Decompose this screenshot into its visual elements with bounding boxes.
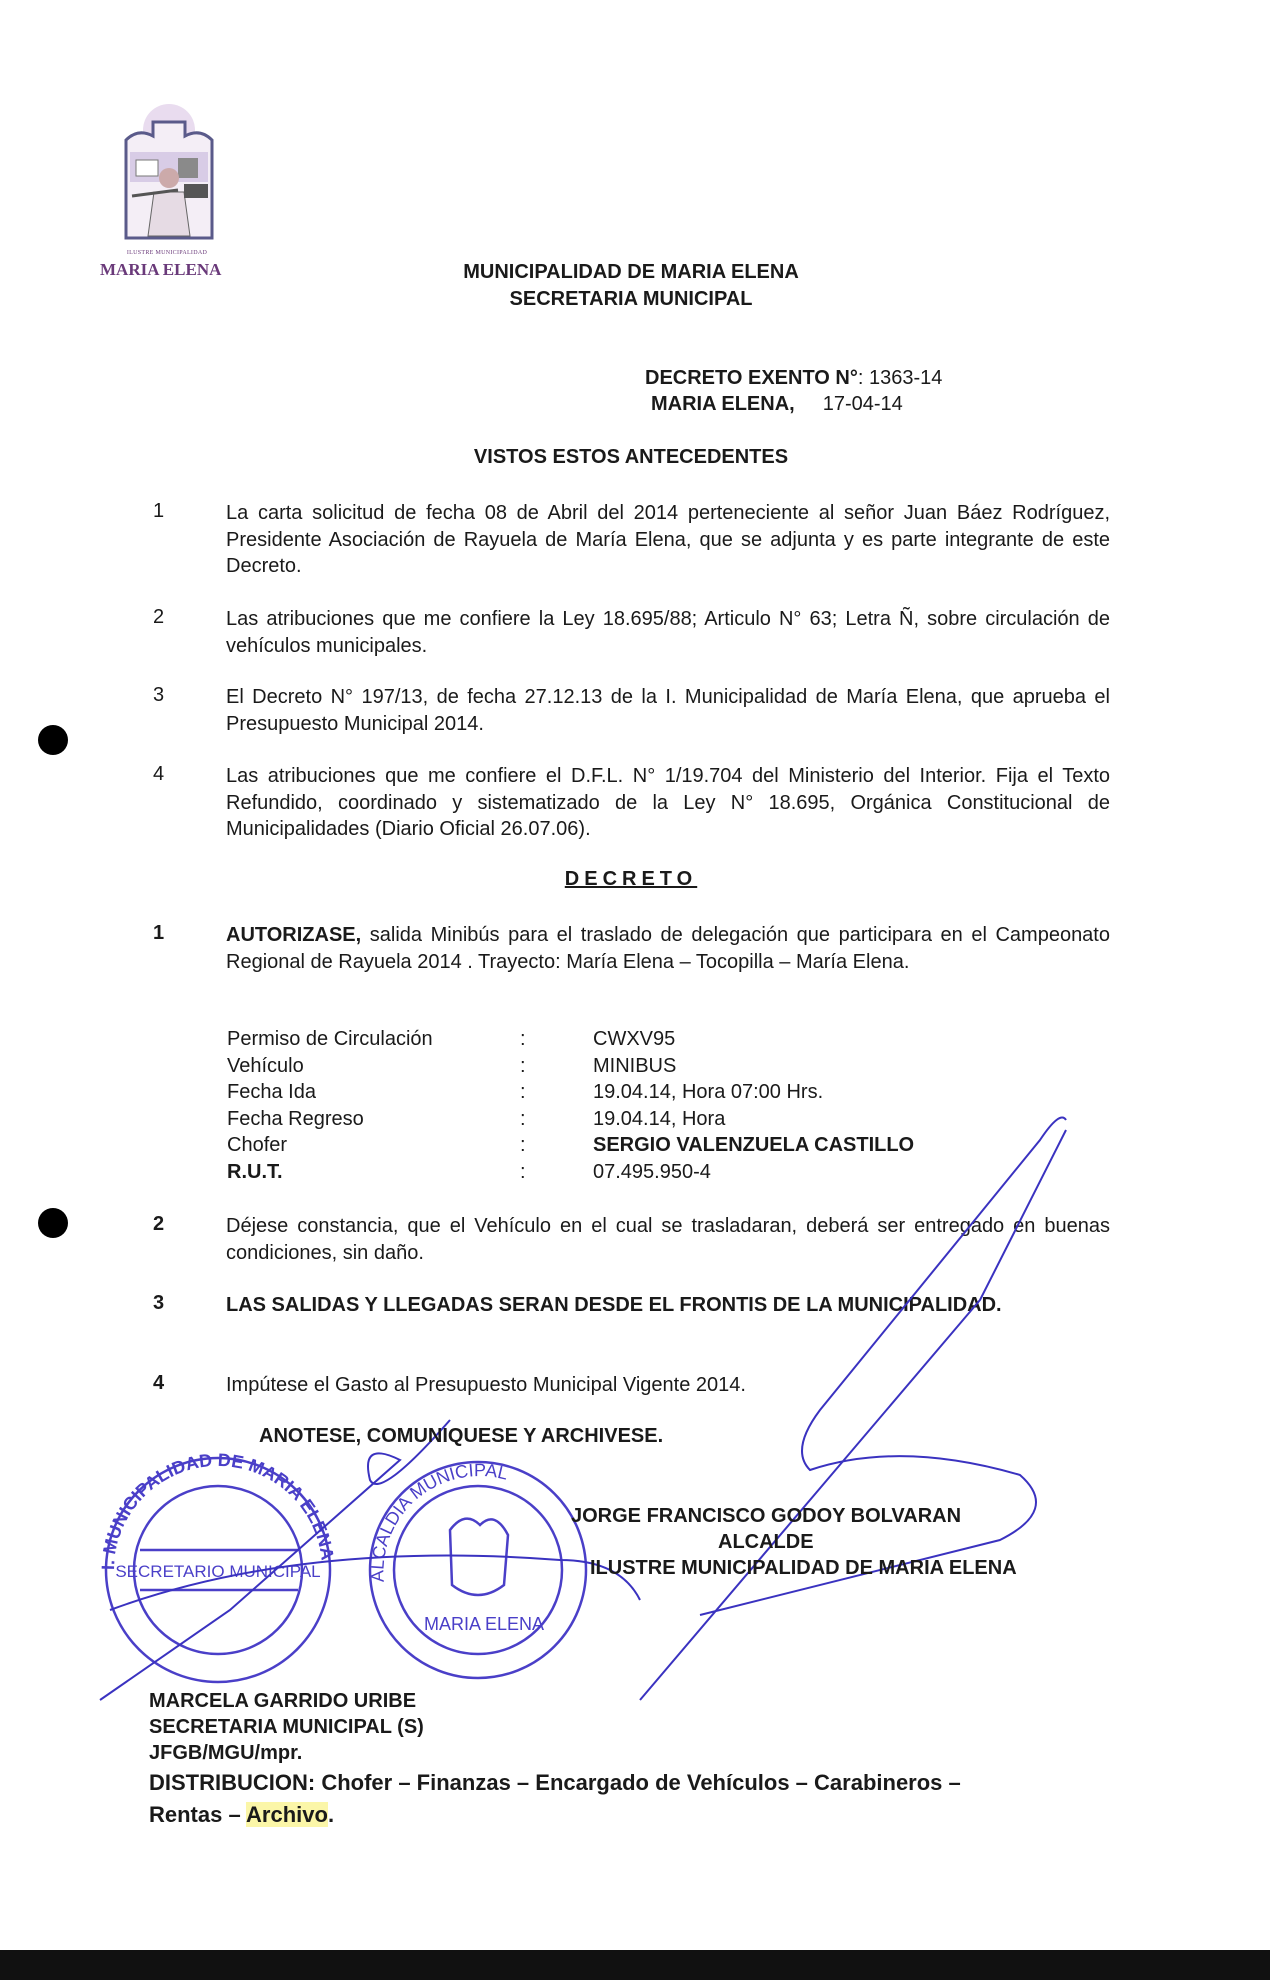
vistos-item-text: La carta solicitud de fecha 08 de Abril del 2014 perteneciente al señor Juan Báez Rodríguez, Presidente Asociación de Rayuela de María Elena, que se adjunta y es parte integrante de este Decreto. — [226, 502, 1110, 577]
vistos-title: VISTOS ESTOS ANTECEDENTES — [473, 446, 789, 468]
vistos-item-number: 4 — [153, 763, 165, 785]
punch-hole-mark — [38, 725, 68, 755]
decreto-item-number: 4 — [153, 1372, 165, 1394]
decreto-item-number: 2 — [153, 1213, 165, 1235]
detail-sep: : — [520, 1107, 526, 1130]
authorize-label: AUTORIZASE, — [226, 924, 362, 946]
distribution-archivo: Archivo — [246, 1802, 328, 1827]
decreto-item-number: 1 — [153, 922, 165, 944]
initials: JFGB/MGU/mpr. — [149, 1742, 303, 1764]
signature-scribble — [97, 1118, 1066, 1701]
alcalde-title: ALCALDE — [718, 1531, 814, 1553]
decreto-item-text: LAS SALIDAS Y LLEGADAS SERAN DESDE EL FRONTIS DE LA MUNICIPALIDAD. — [226, 1294, 1002, 1316]
detail-value: SERGIO VALENZUELA CASTILLO — [593, 1134, 915, 1156]
detail-value: 07.495.950-4 — [593, 1160, 711, 1183]
detail-label: Vehículo — [227, 1054, 304, 1077]
vistos-item-number: 1 — [153, 500, 165, 522]
detail-sep: : — [520, 1054, 526, 1077]
detail-row — [227, 1161, 1127, 1188]
vistos-item-number: 2 — [153, 606, 165, 628]
vistos-item-number: 3 — [153, 684, 165, 706]
secretaria-title: SECRETARIA MUNICIPAL (S) — [149, 1716, 424, 1738]
header-line2: SECRETARIA MUNICIPAL — [509, 288, 753, 310]
scan-edge-bar — [0, 1950, 1270, 1980]
detail-label: R.U.T. — [227, 1160, 283, 1183]
detail-sep: : — [520, 1160, 526, 1183]
distribution-list: Chofer – Finanzas – Encargado de Vehículos – Carabineros – — [315, 1770, 961, 1795]
alcaldia-stamp-bottom-text: MARIA ELENA — [423, 1614, 545, 1634]
header-line1: MUNICIPALIDAD DE MARIA ELENA — [463, 261, 799, 283]
distribution-label: DISTRIBUCION: — [149, 1770, 316, 1795]
decree-place: MARIA ELENA, — [651, 393, 795, 415]
secretaria-name: MARCELA GARRIDO URIBE — [149, 1690, 417, 1712]
decree-number — [645, 367, 942, 390]
detail-row — [227, 1055, 1127, 1082]
detail-row — [227, 1134, 1127, 1161]
coat-of-arms-icon — [118, 100, 220, 242]
decree-number-label: DECRETO EXENTO N° — [645, 367, 858, 389]
detail-label: Permiso de Circulación — [227, 1028, 433, 1050]
decree-date: 17-04-14 — [822, 393, 903, 415]
detail-row — [227, 1028, 1127, 1055]
distribution-end: . — [327, 1802, 335, 1827]
alcaldia-stamp — [370, 1462, 586, 1678]
distribution — [149, 1770, 1109, 1796]
detail-row — [227, 1081, 1127, 1108]
alcaldia-stamp-outer-text: ALCALDIA MUNICIPAL — [367, 1460, 511, 1583]
vistos-item-text: Las atribuciones que me confiere el D.F.L. N° 1/19.704 del Ministerio del Interior. Fija el Texto Refundido, coordinado y sistematizado de la Ley N° 18.695, Orgánica Constitucional de Municipalidades (Diario Oficial 26.07.06). — [226, 765, 1110, 840]
alcalde-name: JORGE FRANCISCO GODOY BOLVARAN — [571, 1505, 962, 1527]
detail-label: Fecha Ida — [227, 1081, 316, 1103]
secretario-stamp-outer-text: I. MUNICIPALIDAD DE MARIA ELENA — [97, 1449, 338, 1571]
logo-small-text: ILUSTRE MUNICIPALIDAD — [126, 250, 208, 256]
detail-value: 19.04.14, Hora — [593, 1107, 726, 1130]
detail-sep: : — [520, 1134, 526, 1156]
authorize-text: salida Minibús para el traslado de delegación que participara en el Campeonato Regional de Rayuela 2014 . Trayecto: María Elena – Tocopilla – María Elena. — [226, 924, 1110, 973]
distribution-line2 — [149, 1802, 334, 1828]
detail-label: Fecha Regreso — [227, 1107, 364, 1130]
detail-row — [227, 1108, 1127, 1135]
decreto-item-text: Déjese constancia, que el Vehículo en el cual se trasladaran, deberá ser entregado en buenas condiciones, sin daño. — [226, 1215, 1110, 1264]
secretario-stamp — [106, 1458, 330, 1682]
decreto-item-text — [226, 922, 1110, 975]
vistos-item-text: Las atribuciones que me confiere la Ley 18.695/88; Articulo N° 63; Letra Ñ, sobre circulación de vehículos municipales. — [226, 608, 1110, 657]
detail-sep: : — [520, 1028, 526, 1050]
alcalde-org: ILUSTRE MUNICIPALIDAD DE MARIA ELENA — [590, 1557, 1017, 1579]
logo-name: MARIA ELENA — [100, 260, 222, 279]
closing-text: ANOTESE, COMUNIQUESE Y ARCHIVESE. — [259, 1425, 664, 1447]
detail-value: MINIBUS — [593, 1054, 677, 1077]
decree-number-value: : 1363-14 — [857, 367, 943, 389]
detail-label: Chofer — [227, 1134, 288, 1156]
detail-value: 19.04.14, Hora 07:00 Hrs. — [593, 1081, 824, 1103]
secretario-stamp-inner-text: SECRETARIO MUNICIPAL — [115, 1562, 321, 1581]
decreto-title: DECRETO — [564, 868, 698, 890]
decree-date-line — [651, 393, 903, 416]
distribution-list2: Rentas – — [149, 1802, 247, 1827]
vistos-item-text: El Decreto N° 197/13, de fecha 27.12.13 de la I. Municipalidad de María Elena, que aprueba el Presupuesto Municipal 2014. — [226, 686, 1110, 735]
decreto-item-number: 3 — [153, 1292, 165, 1314]
punch-hole-mark — [38, 1208, 68, 1238]
detail-sep: : — [520, 1081, 526, 1103]
detail-value: CWXV95 — [593, 1028, 676, 1050]
decreto-item-text: Impútese el Gasto al Presupuesto Municipal Vigente 2014. — [226, 1374, 746, 1396]
